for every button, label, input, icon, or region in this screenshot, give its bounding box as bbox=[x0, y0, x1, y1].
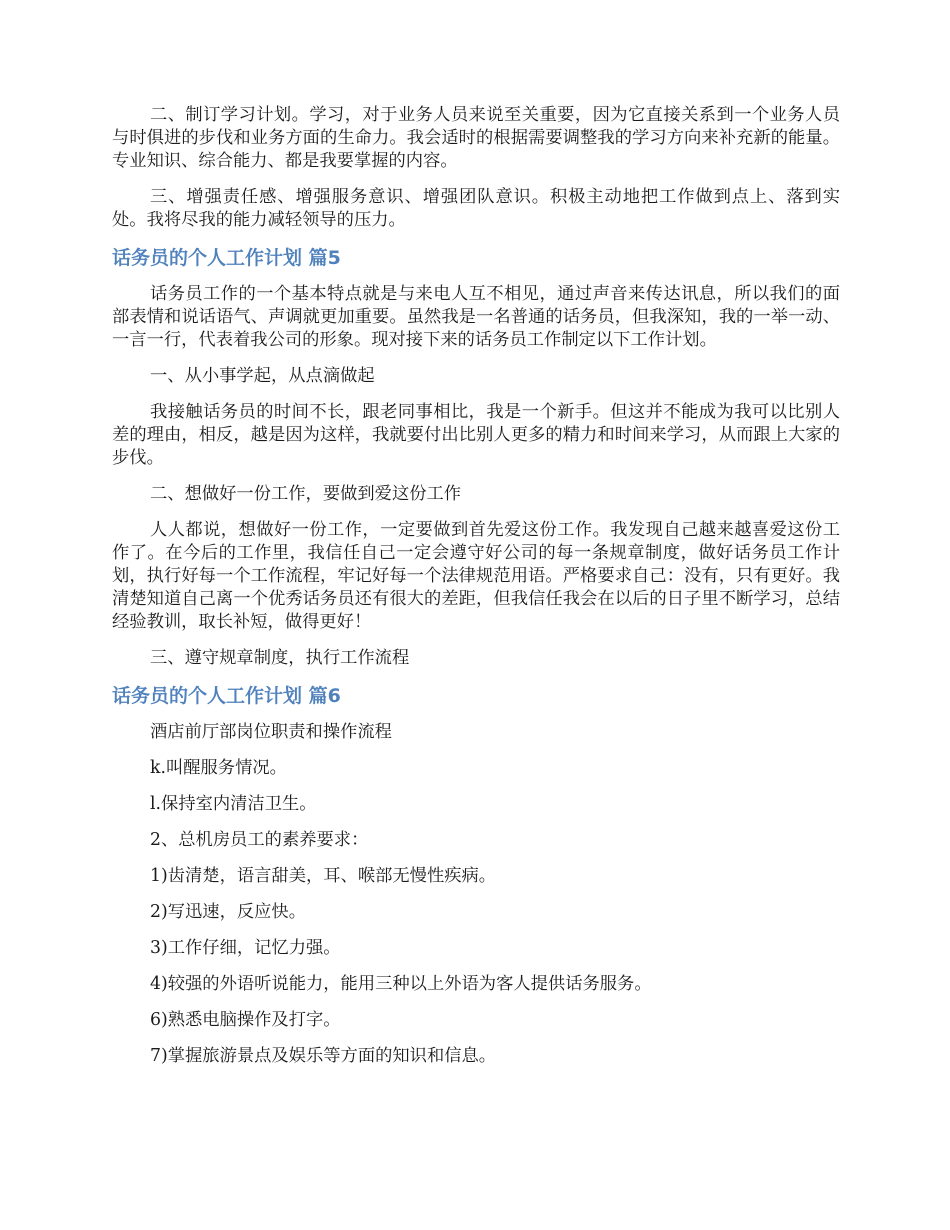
paragraph-responsibility: 三、增强责任感、增强服务意识、增强团队意识。积极主动地把工作做到点上、落到实处。我将尽我的能力减轻领导的压力。 bbox=[112, 187, 840, 230]
list-item: k.叫醒服务情况。 bbox=[150, 758, 287, 778]
list-item: 4)较强的外语听说能力，能用三种以上外语为客人提供话务服务。 bbox=[150, 974, 652, 994]
list-item: 7)掌握旅游景点及娱乐等方面的知识和信息。 bbox=[150, 1046, 497, 1066]
section-heading-6: 话务员的个人工作计划 篇6 bbox=[112, 685, 341, 707]
list-item: 2、总机房员工的素养要求： bbox=[150, 830, 369, 850]
list-item: 1)齿清楚，语言甜美，耳、喉部无慢性疾病。 bbox=[150, 866, 497, 886]
list-item: 酒店前厅部岗位职责和操作流程 bbox=[150, 722, 392, 742]
point-title-3: 三、遵守规章制度，执行工作流程 bbox=[150, 648, 410, 668]
point-title-1: 一、从小事学起，从点滴做起 bbox=[150, 366, 375, 386]
list-item: l.保持室内清洁卫生。 bbox=[150, 794, 317, 814]
document-page bbox=[112, 104, 840, 1081]
list-item: 2)写迅速，反应快。 bbox=[150, 902, 306, 922]
paragraph-study-plan: 二、制订学习计划。学习，对于业务人员来说至关重要，因为它直接关系到一个业务人员与时俱进的步伐和业务方面的生命力。我会适时的根据需要调整我的学习方向来补充新的能量。专业知识、综合能力、都是我要掌握的内容。 bbox=[112, 105, 840, 171]
paragraph-intro-5: 话务员工作的一个基本特点就是与来电人互不相见，通过声音来传达讯息，所以我们的面部表情和说话语气、声调就更加重要。虽然我是一名普通的话务员，但我深知，我的一举一动、一言一行，代表着我公司的形象。现对接下来的话务员工作制定以下工作计划。 bbox=[112, 284, 840, 350]
list-item: 3)工作仔细，记忆力强。 bbox=[150, 938, 341, 958]
point-body-1: 我接触话务员的时间不长，跟老同事相比，我是一个新手。但这并不能成为我可以比别人差的理由，相反，越是因为这样，我就要付出比别人更多的精力和时间来学习，从而跟上大家的步伐。 bbox=[112, 402, 840, 468]
section-heading-5: 话务员的个人工作计划 篇5 bbox=[112, 247, 341, 269]
point-body-2: 人人都说，想做好一份工作，一定要做到首先爱这份工作。我发现自己越来越喜爱这份工作了。在今后的工作里，我信任自己一定会遵守好公司的每一条规章制度，做好话务员工作计划，执行好每一个工作流程，牢记好每一个法律规范用语。严格要求自己：没有，只有更好。我清楚知道自己离一个优秀话务员还有很大的差距，但我信任我会在以后的日子里不断学习，总结经验教训，取长补短，做得更好！ bbox=[112, 520, 840, 632]
list-item: 6)熟悉电脑操作及打字。 bbox=[150, 1010, 341, 1030]
point-title-2: 二、想做好一份工作，要做到爱这份工作 bbox=[150, 484, 462, 504]
